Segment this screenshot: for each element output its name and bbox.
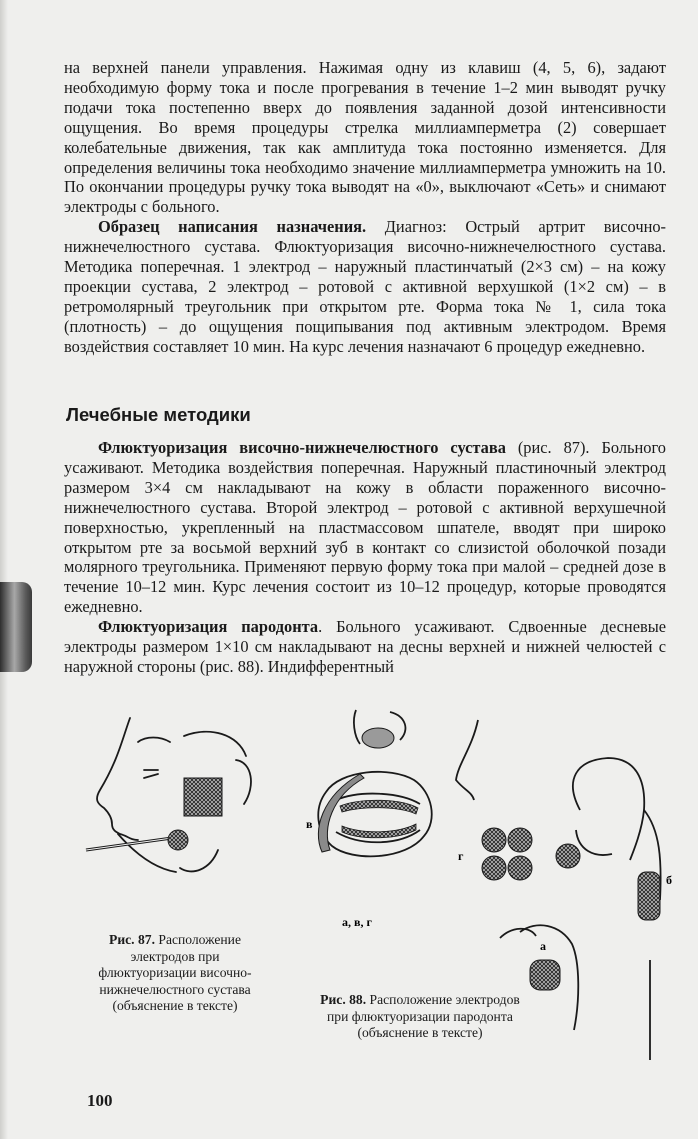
mouth-electrode-1	[482, 828, 506, 852]
figure-88-caption-text: Расположение электродов при флюктуоризации пародонта (объяснение в тексте)	[327, 992, 520, 1040]
figure-88-label-g: г	[458, 849, 464, 863]
external-plate-electrode	[184, 778, 222, 816]
figure-88-label-avg: а, в, г	[342, 915, 372, 929]
paragraph-method-periodontium	[64, 617, 666, 677]
figure-88-label-v: в	[306, 817, 313, 831]
neck-electrode-b	[638, 872, 660, 920]
electrode-connector	[362, 728, 394, 748]
text-block-top	[64, 58, 666, 357]
figure-88-label-a: а	[540, 939, 546, 953]
figure-88-label-b: б	[666, 873, 672, 887]
section-heading: Лечебные методики	[66, 404, 251, 425]
cheek-electrode	[556, 844, 580, 868]
wrist-electrode-a	[530, 960, 560, 990]
page-edge-shadow	[0, 0, 8, 1139]
figure-88-caption-number: Рис. 88.	[320, 992, 367, 1007]
method-tmj-label: Флюктуоризация височно-нижнечелюстного сустава	[98, 438, 506, 457]
figure-87-caption	[82, 932, 268, 1015]
figure-88-caption	[308, 992, 532, 1042]
paragraph-procedure-end: на верхней панели управления. Нажимая одну из клавиш (4, 5, 6), задают необходимую форму тока и после прогревания в течение 1–2 мин выводят ручку подачи тока постепенно вверх до появления заданной дозой интенсивности ощущения. Во время процедуры стрелка миллиамперметра (2) совершает колебательные движения, так как амплитуда тока постоянно изменяется. Для определения величины тока необходимо значение миллиамперметра умножить на 10. По окончании процедуры ручку тока выводят на «0», выключают «Сеть» и снимают электроды с больного.	[64, 58, 666, 217]
prescription-label: Образец написания назначения.	[98, 217, 367, 237]
page-number: 100	[87, 1091, 113, 1110]
mouth-electrode-2	[482, 856, 506, 880]
paragraph-method-tmj	[64, 438, 666, 617]
page-clip	[0, 582, 32, 672]
method-periodontium-label: Флюктуоризация пародонта	[98, 617, 319, 637]
figure-87-caption-number: Рис. 87.	[109, 932, 155, 947]
paragraph-prescription	[64, 217, 666, 356]
method-tmj-text: (рис. 87). Больного усаживают. Методика воздействия поперечная. Наружный пластиночный электрод размером 3×4 см накладывают на кожу в области пораженного височно-нижнечелюстного сустава. Второй электрод – ротовой с активной верхушечной поверхностью, укрепленный на пластмассовом шпателе, вводят при широко открытом рте за восьмой верхний зуб в контакт со слизистой оболочкой позади молярного треугольника. Применяют первую форму тока при малой – средней дозе в течение 10–12 мин. Курс лечения состоит из 10–12 процедур, которые проводятся ежедневно.	[64, 438, 666, 617]
prescription-text: Диагноз: Острый артрит височно-нижнечелюстного сустава. Флюктуоризация височно-нижнечелюстного сустава. Методика поперечная. 1 электрод – наружный пластинчатый (2×3 см) – на кожу проекции сустава, 2 электрод – ротовой с активной верхушкой (1×2 см) – в ретромолярный треугольник при открытом рте. Форма тока № 1, сила тока (плотность) – до ощущения пощипывания под активным электродом. Время воздействия составляет 10 мин. На курс лечения назначают 6 процедур ежедневно.	[64, 217, 666, 356]
method-periodontium-text: . Больного усаживают. Сдвоенные десневые электроды размером 1×10 см накладывают на десны верхней и нижней челюстей с наружной стороны (рис. 88). Индифферентный	[64, 617, 666, 676]
figures-area	[60, 700, 670, 1080]
text-block-methods	[64, 438, 666, 677]
upper-gum-electrode	[340, 800, 418, 814]
oral-electrode-tip	[168, 830, 188, 850]
figure-87-caption-text: Расположение электродов при флюктуоризации височно-нижнечелюстного сустава (объяснение в тексте)	[98, 932, 252, 1013]
lower-gum-electrode	[342, 824, 416, 838]
